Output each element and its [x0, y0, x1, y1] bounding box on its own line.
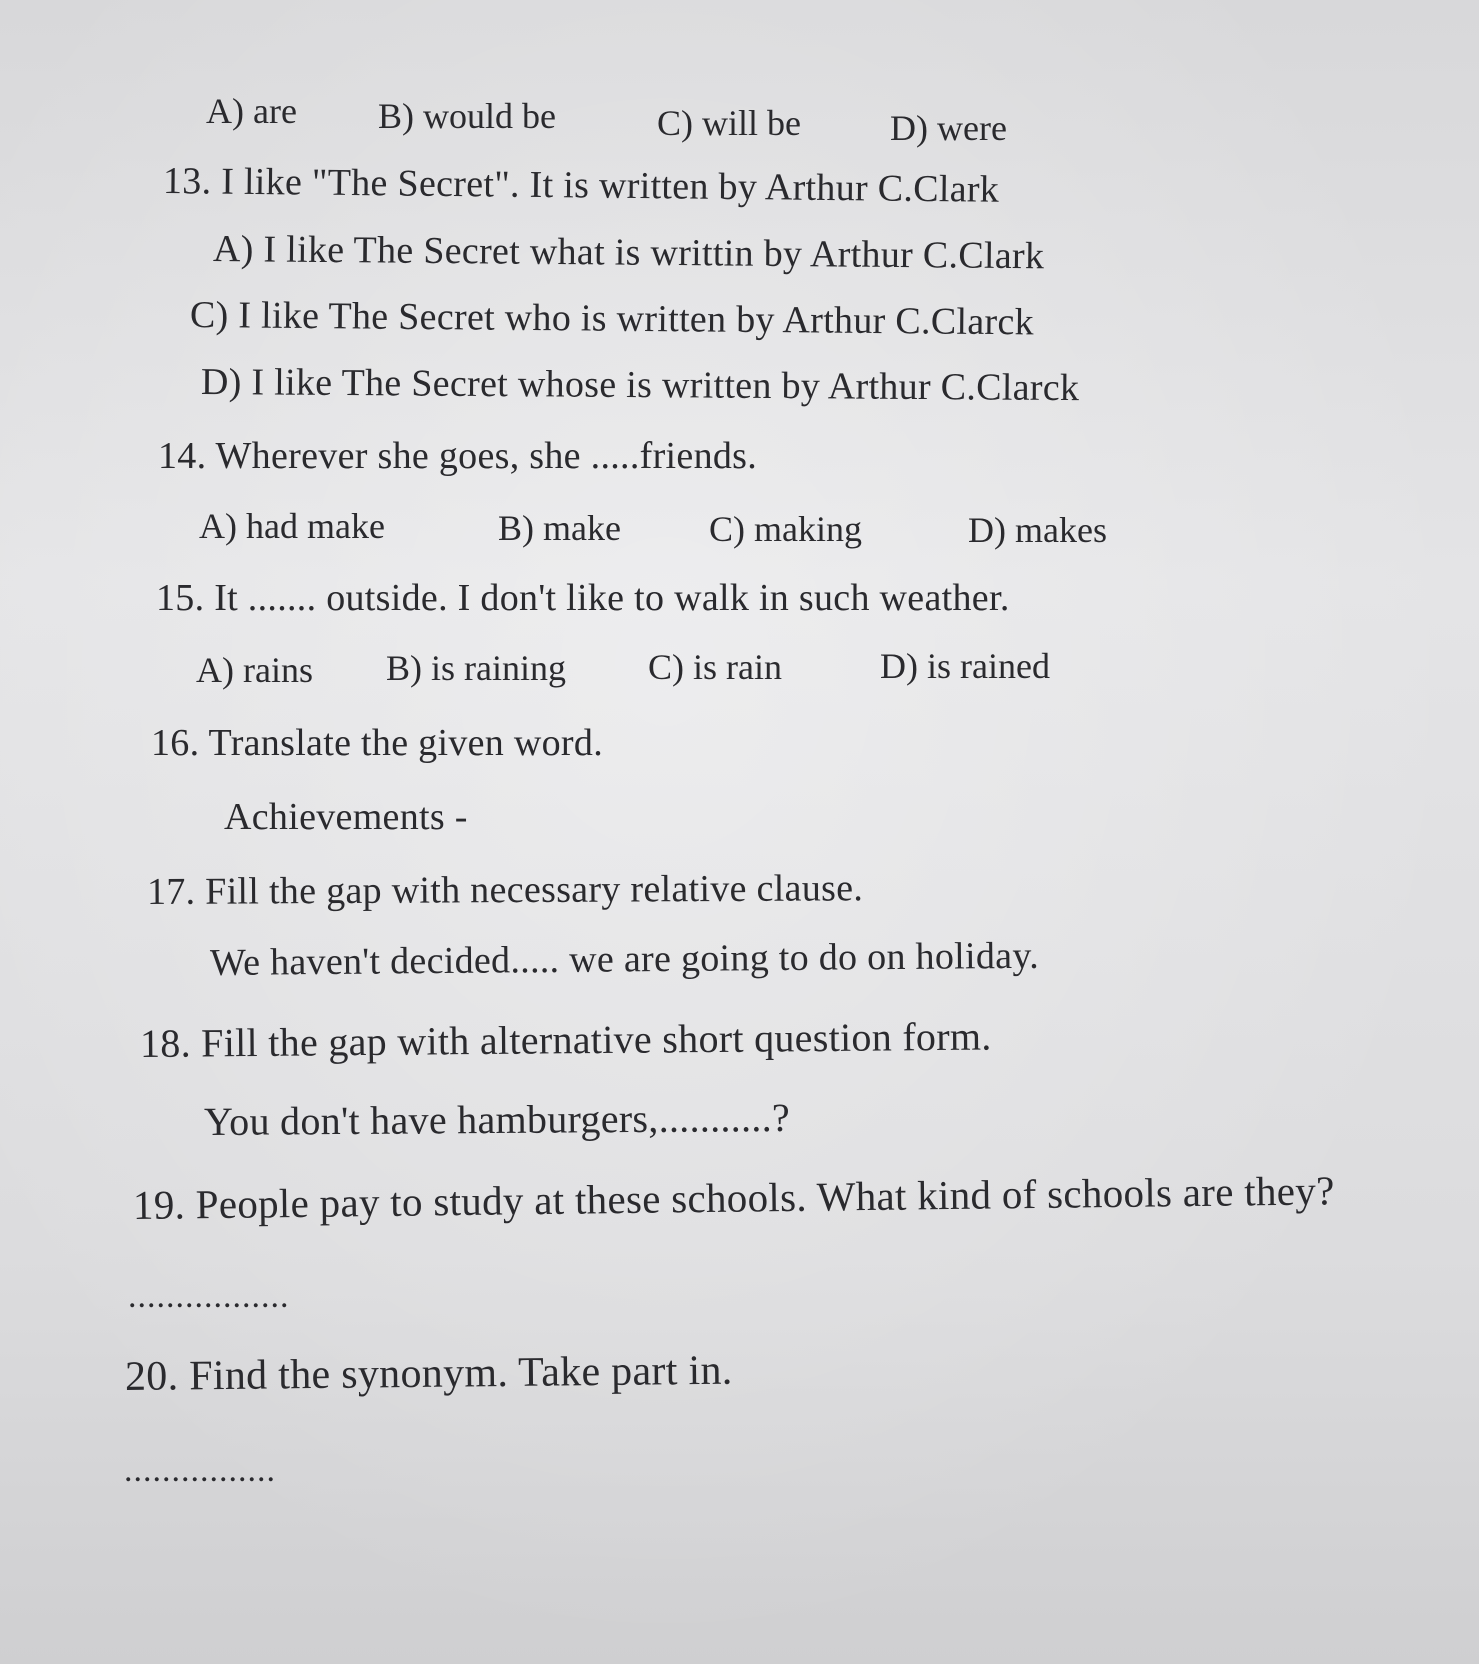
q15-option-d: D) is rained: [880, 646, 1050, 686]
q15-option-b: B) is raining: [386, 648, 566, 688]
q14-option-c: C) making: [709, 509, 862, 549]
q14-option-a: A) had make: [199, 506, 385, 546]
q12-option-d: D) were: [890, 108, 1007, 148]
q19-question: 19. People pay to study at these schools. What kind of schools are they?: [132, 1167, 1335, 1228]
q17-question: 17. Fill the gap with necessary relative clause.: [146, 867, 864, 913]
q18-prompt: You don't have hamburgers,...........?: [203, 1094, 791, 1144]
q14-question: 14. Wherever she goes, she .....friends.: [158, 435, 758, 477]
q13-question: 13. I like "The Secret". It is written by Arthur C.Clark: [162, 160, 1000, 211]
q15-option-a: A) rains: [196, 650, 313, 690]
q12-option-b: B) would be: [378, 96, 556, 136]
q19-answer-blank: .................: [128, 1278, 290, 1315]
q12-option-c: C) will be: [657, 103, 801, 143]
q20-answer-blank: ................: [124, 1452, 276, 1489]
q16-prompt: Achievements -: [224, 796, 468, 838]
q12-option-a: A) are: [206, 91, 297, 131]
q15-question: 15. It ....... outside. I don't like to walk in such weather.: [156, 577, 1010, 619]
q16-question: 16. Translate the given word.: [151, 722, 603, 764]
q13-option-d: D) I like The Secret whose is written by Arthur C.Clarck: [200, 361, 1080, 410]
q18-question: 18. Fill the gap with alternative short question form.: [139, 1013, 992, 1066]
q13-option-c: C) I like The Secret who is written by Arthur C.Clarck: [189, 294, 1035, 344]
q14-option-d: D) makes: [968, 510, 1107, 550]
q20-question: 20. Find the synonym. Take part in.: [124, 1347, 733, 1400]
q15-option-c: C) is rain: [648, 647, 782, 687]
q13-option-a: A) I like The Secret what is writtin by Arthur C.Clark: [212, 228, 1045, 278]
q14-option-b: B) make: [498, 508, 621, 548]
q17-prompt: We haven't decided..... we are going to do on holiday.: [209, 934, 1040, 984]
